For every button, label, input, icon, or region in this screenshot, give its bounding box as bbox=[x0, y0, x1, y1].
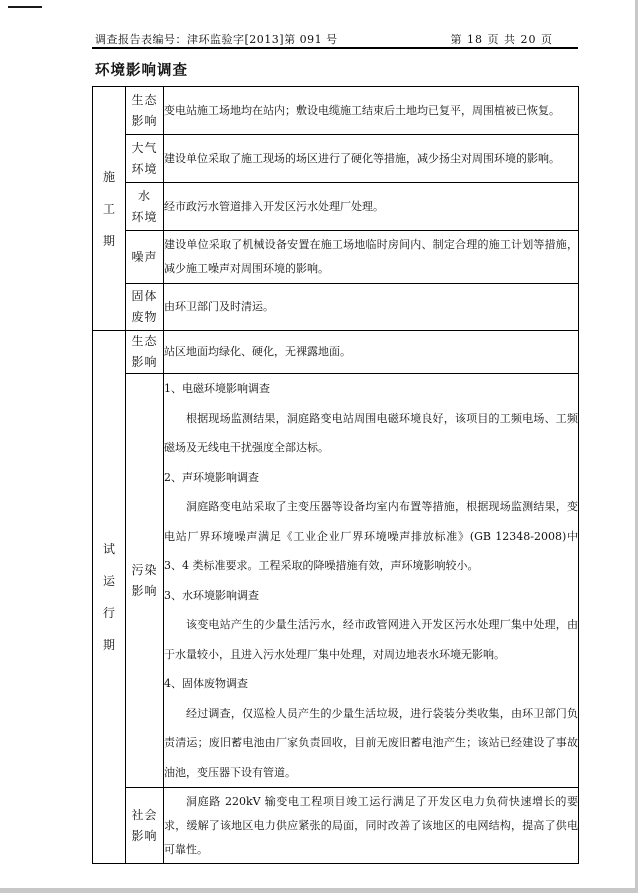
table-row bbox=[93, 87, 579, 135]
header-rule bbox=[92, 47, 578, 49]
content-cell-solid-waste: 由环卫部门及时清运。 bbox=[164, 284, 579, 331]
category-cell-eco-impact-construction bbox=[126, 87, 164, 135]
paragraph-heading: 3、水环境影响调查 bbox=[164, 588, 259, 602]
category-label: 噪声 bbox=[131, 249, 158, 264]
content-cell-eco-impact-operation: 站区地面均绿化、硬化，无裸露地面。 bbox=[164, 331, 579, 374]
category-label: 环境 bbox=[131, 161, 158, 176]
content-cell-water-environment: 经市政污水管道排入开发区污水处理厂处理。 bbox=[164, 183, 579, 231]
paragraph-heading: 1、电磁环境影响调查 bbox=[164, 382, 270, 395]
category-label: 影响 bbox=[131, 583, 158, 598]
table-row bbox=[93, 183, 579, 231]
category-cell-water-environment bbox=[126, 183, 164, 231]
page-title: 环境影响调查 bbox=[95, 62, 188, 79]
paragraph-body: 根据现场监测结果，洞庭路变电站周围电磁环境良好，该项目的工频电场、工频磁场及无线电干扰强度全部达标。 bbox=[164, 411, 578, 454]
content-cell-pollution-impact bbox=[164, 374, 579, 788]
scan-artifact-mark bbox=[8, 6, 42, 8]
table-row bbox=[93, 135, 579, 183]
content-cell-social-impact: 洞庭路 220kV 输变电工程项目竣工运行满足了开发区电力负荷快速增长的要求，缓解了该地区电力供应紧张的局面，同时改善了该地区的电网结构，提高了供电可靠性。 bbox=[164, 788, 579, 864]
period-cell-trial-operation bbox=[93, 331, 126, 864]
period-cell-construction bbox=[93, 87, 126, 331]
category-label: 废物 bbox=[131, 310, 158, 324]
category-cell-solid-waste bbox=[126, 284, 164, 331]
paragraph-body: 经过调查，仅巡检人员产生的少量生活垃圾，进行袋装分类收集，由环卫部门负责清运；废旧蓄电池由厂家负责回收，目前无废旧蓄电池产生；该站已经建设了事故油池，变压器下设有管道。 bbox=[164, 706, 578, 779]
page-number: 第 18 页 共 20 页 bbox=[450, 33, 553, 46]
category-label: 固体 bbox=[131, 289, 158, 303]
category-label: 生态 bbox=[131, 334, 158, 348]
category-label: 影响 bbox=[131, 113, 158, 128]
paragraph-heading: 2、声环境影响调查 bbox=[164, 470, 259, 484]
category-cell-social-impact bbox=[126, 788, 164, 864]
category-label: 生态 bbox=[131, 92, 158, 107]
paragraph-body: 该变电站产生的少量生活污水，经市政管网进入开发区污水处理厂集中处理，由于水量较小，且进入污水处理厂集中处理，对周边地表水环境无影响。 bbox=[164, 618, 578, 661]
content-cell-noise: 建设单位采取了机械设备安置在施工场地临时房间内、制定合理的施工计划等措施，减少施工噪声对周围环境的影响。 bbox=[164, 231, 579, 284]
category-cell-pollution-impact bbox=[126, 374, 164, 788]
period-label-trial-operation: 试运行期 bbox=[103, 542, 116, 652]
category-cell-air-environment bbox=[126, 135, 164, 183]
category-label: 污染 bbox=[131, 562, 158, 577]
category-label: 水 bbox=[137, 188, 151, 203]
environmental-impact-table bbox=[92, 86, 579, 864]
table-row bbox=[93, 374, 579, 788]
content-cell-eco-impact-construction: 变电站施工场地均在站内；敷设电缆施工结束后土地均已复平，周围植被已恢复。 bbox=[164, 87, 579, 135]
category-label: 影响 bbox=[131, 828, 158, 843]
table-row bbox=[93, 331, 579, 374]
period-label-construction: 施工期 bbox=[103, 169, 116, 248]
table-row bbox=[93, 231, 579, 284]
table-row bbox=[93, 284, 579, 331]
paragraph-heading: 4、固体废物调查 bbox=[164, 677, 248, 690]
category-label: 社会 bbox=[131, 807, 158, 822]
category-label: 大气 bbox=[131, 140, 158, 155]
category-cell-eco-impact-operation bbox=[126, 331, 164, 374]
table-row bbox=[93, 788, 579, 864]
category-label: 环境 bbox=[131, 209, 158, 224]
category-label: 影响 bbox=[131, 355, 158, 369]
paragraph-body: 洞庭路变电站采取了主变压器等设备均室内布置等措施，根据现场监测结果，变电站厂界环境噪声满足《工业企业厂界环境噪声排放标准》(GB 12348-2008)中 3、4 类标准要求。工程采取的降噪措施有效，声环境影响较小。 bbox=[164, 500, 578, 572]
category-cell-noise bbox=[126, 231, 164, 284]
content-cell-air-environment: 建设单位采取了施工现场的场区进行了硬化等措施，减少扬尘对周围环境的影响。 bbox=[164, 135, 579, 183]
report-number: 调查报告表编号：津环监验字[2013]第 091 号 bbox=[95, 33, 338, 46]
